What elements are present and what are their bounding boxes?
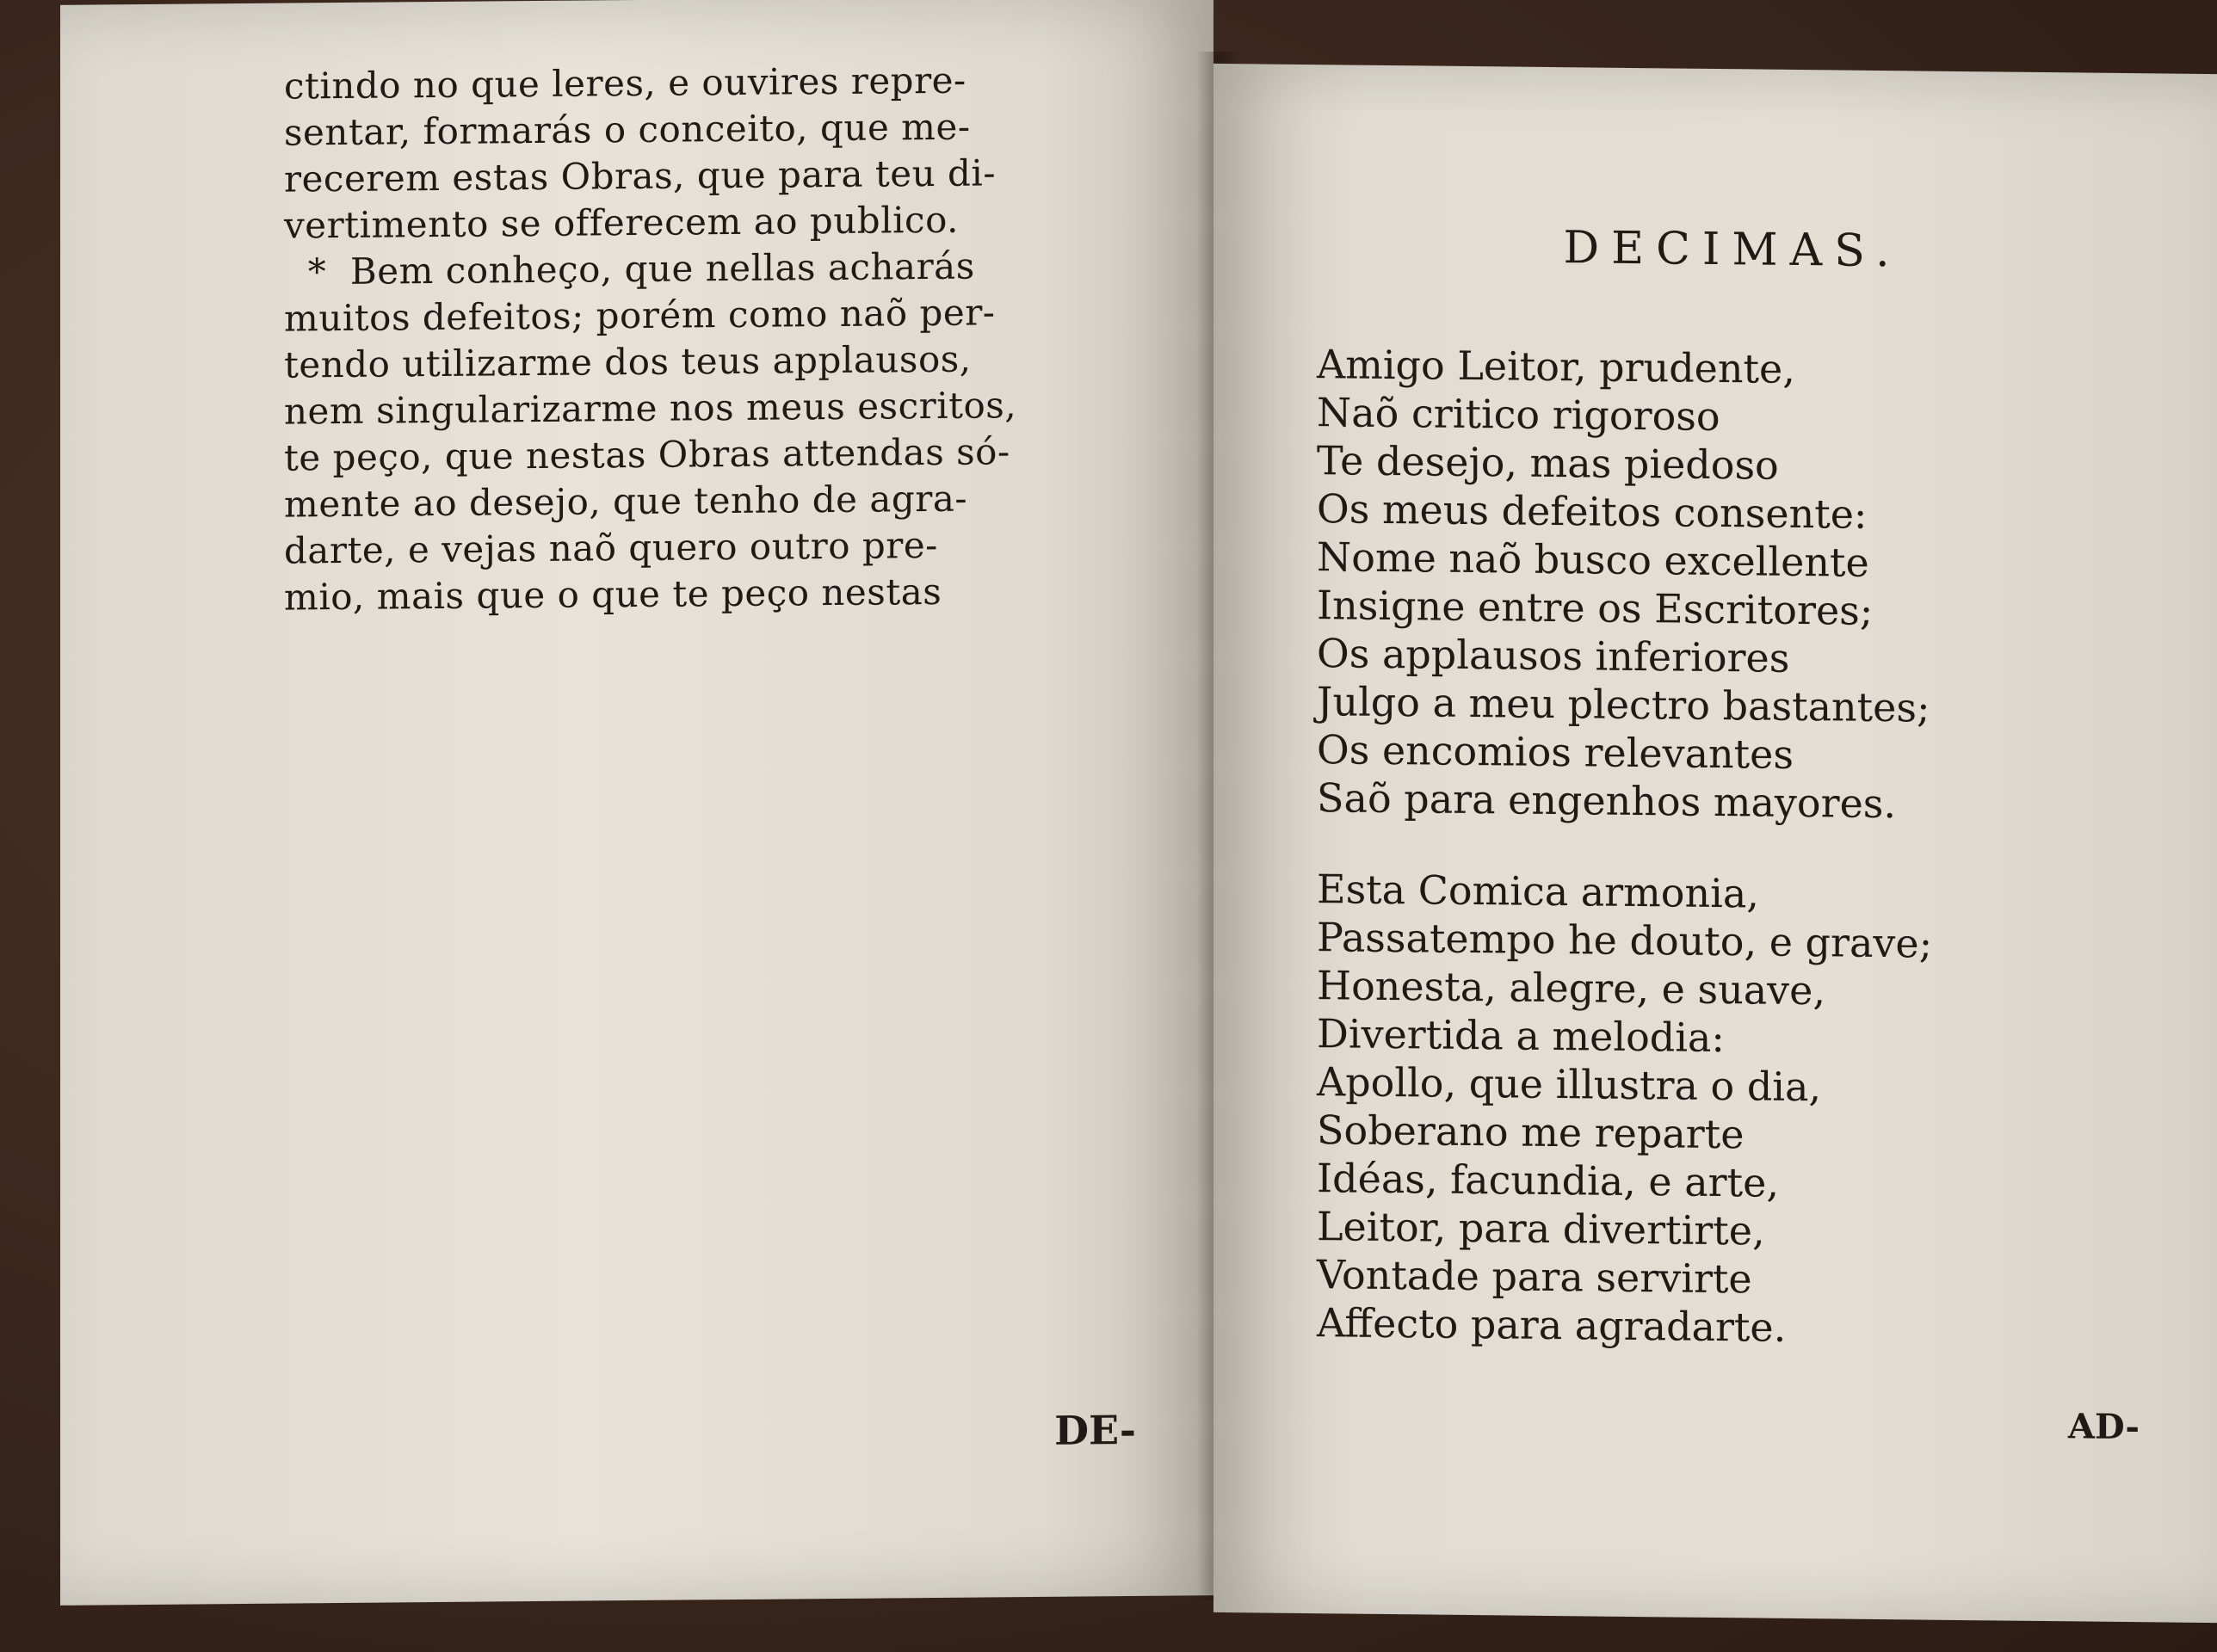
- left-page: [60, 0, 1213, 1606]
- text-line: mio, mais que o que te peço nestas: [284, 570, 942, 619]
- verse-line: Os encomios relevantes: [1317, 726, 1794, 778]
- text-line: recerem estas Obras, que para teu di-: [284, 151, 997, 200]
- text-line: * Bem conheço, que nellas acharás: [284, 244, 975, 293]
- verse-line: Apollo, que illustra o dia,: [1317, 1058, 1822, 1111]
- left-page-text: [284, 56, 1136, 621]
- text-line: vertimento se offerecem ao publico.: [284, 198, 959, 247]
- verse-line: Insigne entre os Escritores;: [1317, 582, 1874, 634]
- verse-line: Naõ critico rigoroso: [1317, 389, 1720, 441]
- text-line: te peço, que nestas Obras attendas só-: [284, 430, 1010, 479]
- text-line: sentar, formarás o conceito, que me-: [284, 105, 971, 154]
- text-line: mente ao desejo, que tenho de agra-: [284, 477, 968, 526]
- verse-line: Os meus defeitos consente:: [1317, 485, 1868, 538]
- stanza-2: [1317, 865, 2148, 1355]
- verse-line: Divertida a melodia:: [1317, 1010, 1725, 1062]
- right-catchword: AD-: [2067, 1406, 2140, 1448]
- page-heading: DECIMAS.: [1563, 222, 1902, 278]
- verse-line: Nome naõ busco excellente: [1317, 533, 1869, 586]
- right-page: [1213, 64, 2217, 1623]
- verse-line: Passatempo he douto, e grave;: [1317, 914, 1933, 967]
- verse-line: Te desejo, mas piedoso: [1317, 437, 1779, 489]
- verse-line: Idéas, facundia, e arte,: [1317, 1155, 1779, 1206]
- text-line: tendo utilizarme dos teus applausos,: [284, 337, 972, 386]
- verse-line: Amigo Leitor, prudente,: [1317, 341, 1795, 392]
- stanza-1: [1317, 340, 2148, 830]
- text-line: ctindo no que leres, e ouvires repre-: [284, 59, 966, 108]
- text-line: darte, e vejas naõ quero outro pre-: [284, 523, 938, 572]
- verse-line: Vontade para servirte: [1317, 1251, 1752, 1303]
- verse-line: Os applausos inferiores: [1317, 630, 1790, 681]
- verse-line: Honesta, alegre, e suave,: [1317, 962, 1826, 1014]
- verse-line: Affecto para agradarte.: [1317, 1299, 1787, 1351]
- verse-line: Soberano me reparte: [1317, 1106, 1745, 1158]
- open-book: [52, 0, 2217, 1618]
- text-line: muitos defeitos; porém como naõ per-: [284, 291, 996, 340]
- verse-line: Saõ para engenhos mayores.: [1317, 774, 1897, 828]
- text-line: nem singularizarme nos meus escritos,: [284, 384, 1017, 433]
- verse-line: Esta Comica armonia,: [1317, 866, 1759, 917]
- verse-line: Julgo a meu plectro bastantes;: [1317, 678, 1930, 731]
- left-catchword: DE-: [1054, 1406, 1136, 1454]
- verse-line: Leitor, para divertirte,: [1317, 1203, 1765, 1254]
